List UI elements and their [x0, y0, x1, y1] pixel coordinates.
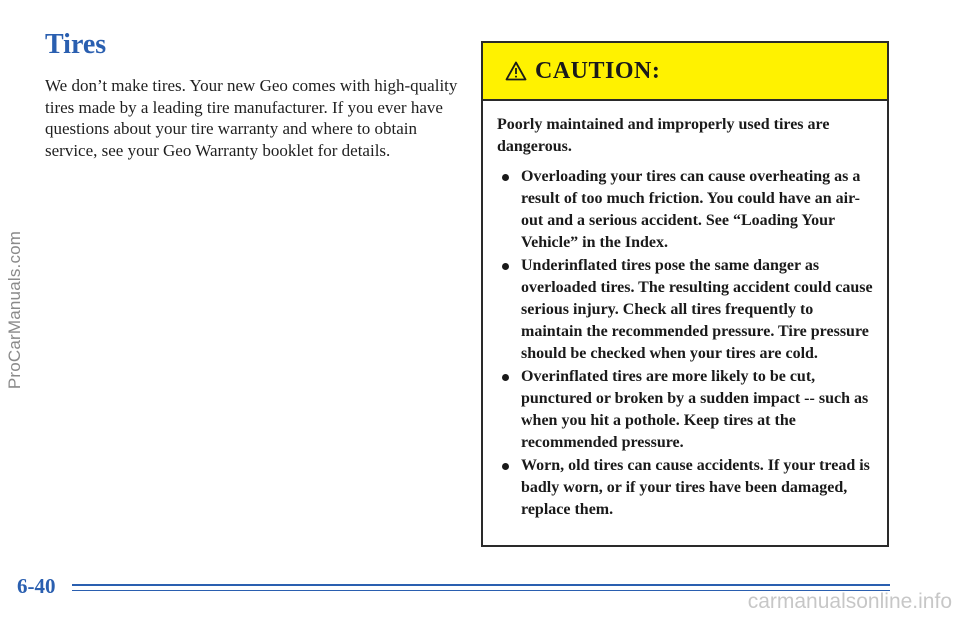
- bottom-watermark: carmanualsonline.info: [747, 590, 952, 613]
- caution-intro: Poorly maintained and improperly used tires are dangerous.: [497, 116, 830, 155]
- caution-label: CAUTION:: [535, 57, 661, 84]
- caution-bullet-text: Worn, old tires can cause accidents. If your tread is badly worn, or if your tires have been damaged, replace them.: [521, 457, 870, 518]
- warning-triangle-icon: [505, 60, 527, 82]
- caution-body: [483, 101, 887, 521]
- caution-bullet-list: [497, 166, 873, 521]
- caution-header: [483, 43, 887, 101]
- caution-box: [481, 41, 889, 547]
- caution-bullet: [497, 455, 873, 521]
- caution-bullet: [497, 166, 873, 254]
- side-watermark-text: ProCarManuals.com: [5, 230, 24, 389]
- footer-rule: [72, 584, 890, 586]
- caution-bullet: [497, 366, 873, 454]
- caution-bullet-text: Overloading your tires can cause overheating as a result of too much friction. You could have an air-out and a serious accident. See “Loading Your Vehicle” in the Index.: [521, 168, 861, 251]
- bullet-dot-icon: [502, 463, 509, 470]
- bullet-dot-icon: [502, 263, 509, 270]
- side-watermark: [0, 0, 30, 619]
- caution-bullet-text: Overinflated tires are more likely to be cut, punctured or broken by a sudden impact -- such as when you hit a pothole. Keep tires at the recommended pressure.: [521, 368, 869, 451]
- bullet-dot-icon: [502, 374, 509, 381]
- caution-bullet-text: Underinflated tires pose the same danger as overloaded tires. The resulting accident could cause serious injury. Check all tires frequently to maintain the recommended pressure. Tire pressure should be checked when your tires are cold.: [521, 257, 873, 362]
- caution-bullet: [497, 255, 873, 365]
- intro-paragraph: We don’t make tires. Your new Geo comes with high-quality tires made by a leading tire manufacturer. If you ever have questions about your tire warranty and where to obtain service, see your Geo Warranty booklet for details.: [45, 76, 458, 160]
- section-title: Tires: [45, 29, 107, 60]
- page-number: 6-40: [17, 574, 56, 598]
- bullet-dot-icon: [502, 174, 509, 181]
